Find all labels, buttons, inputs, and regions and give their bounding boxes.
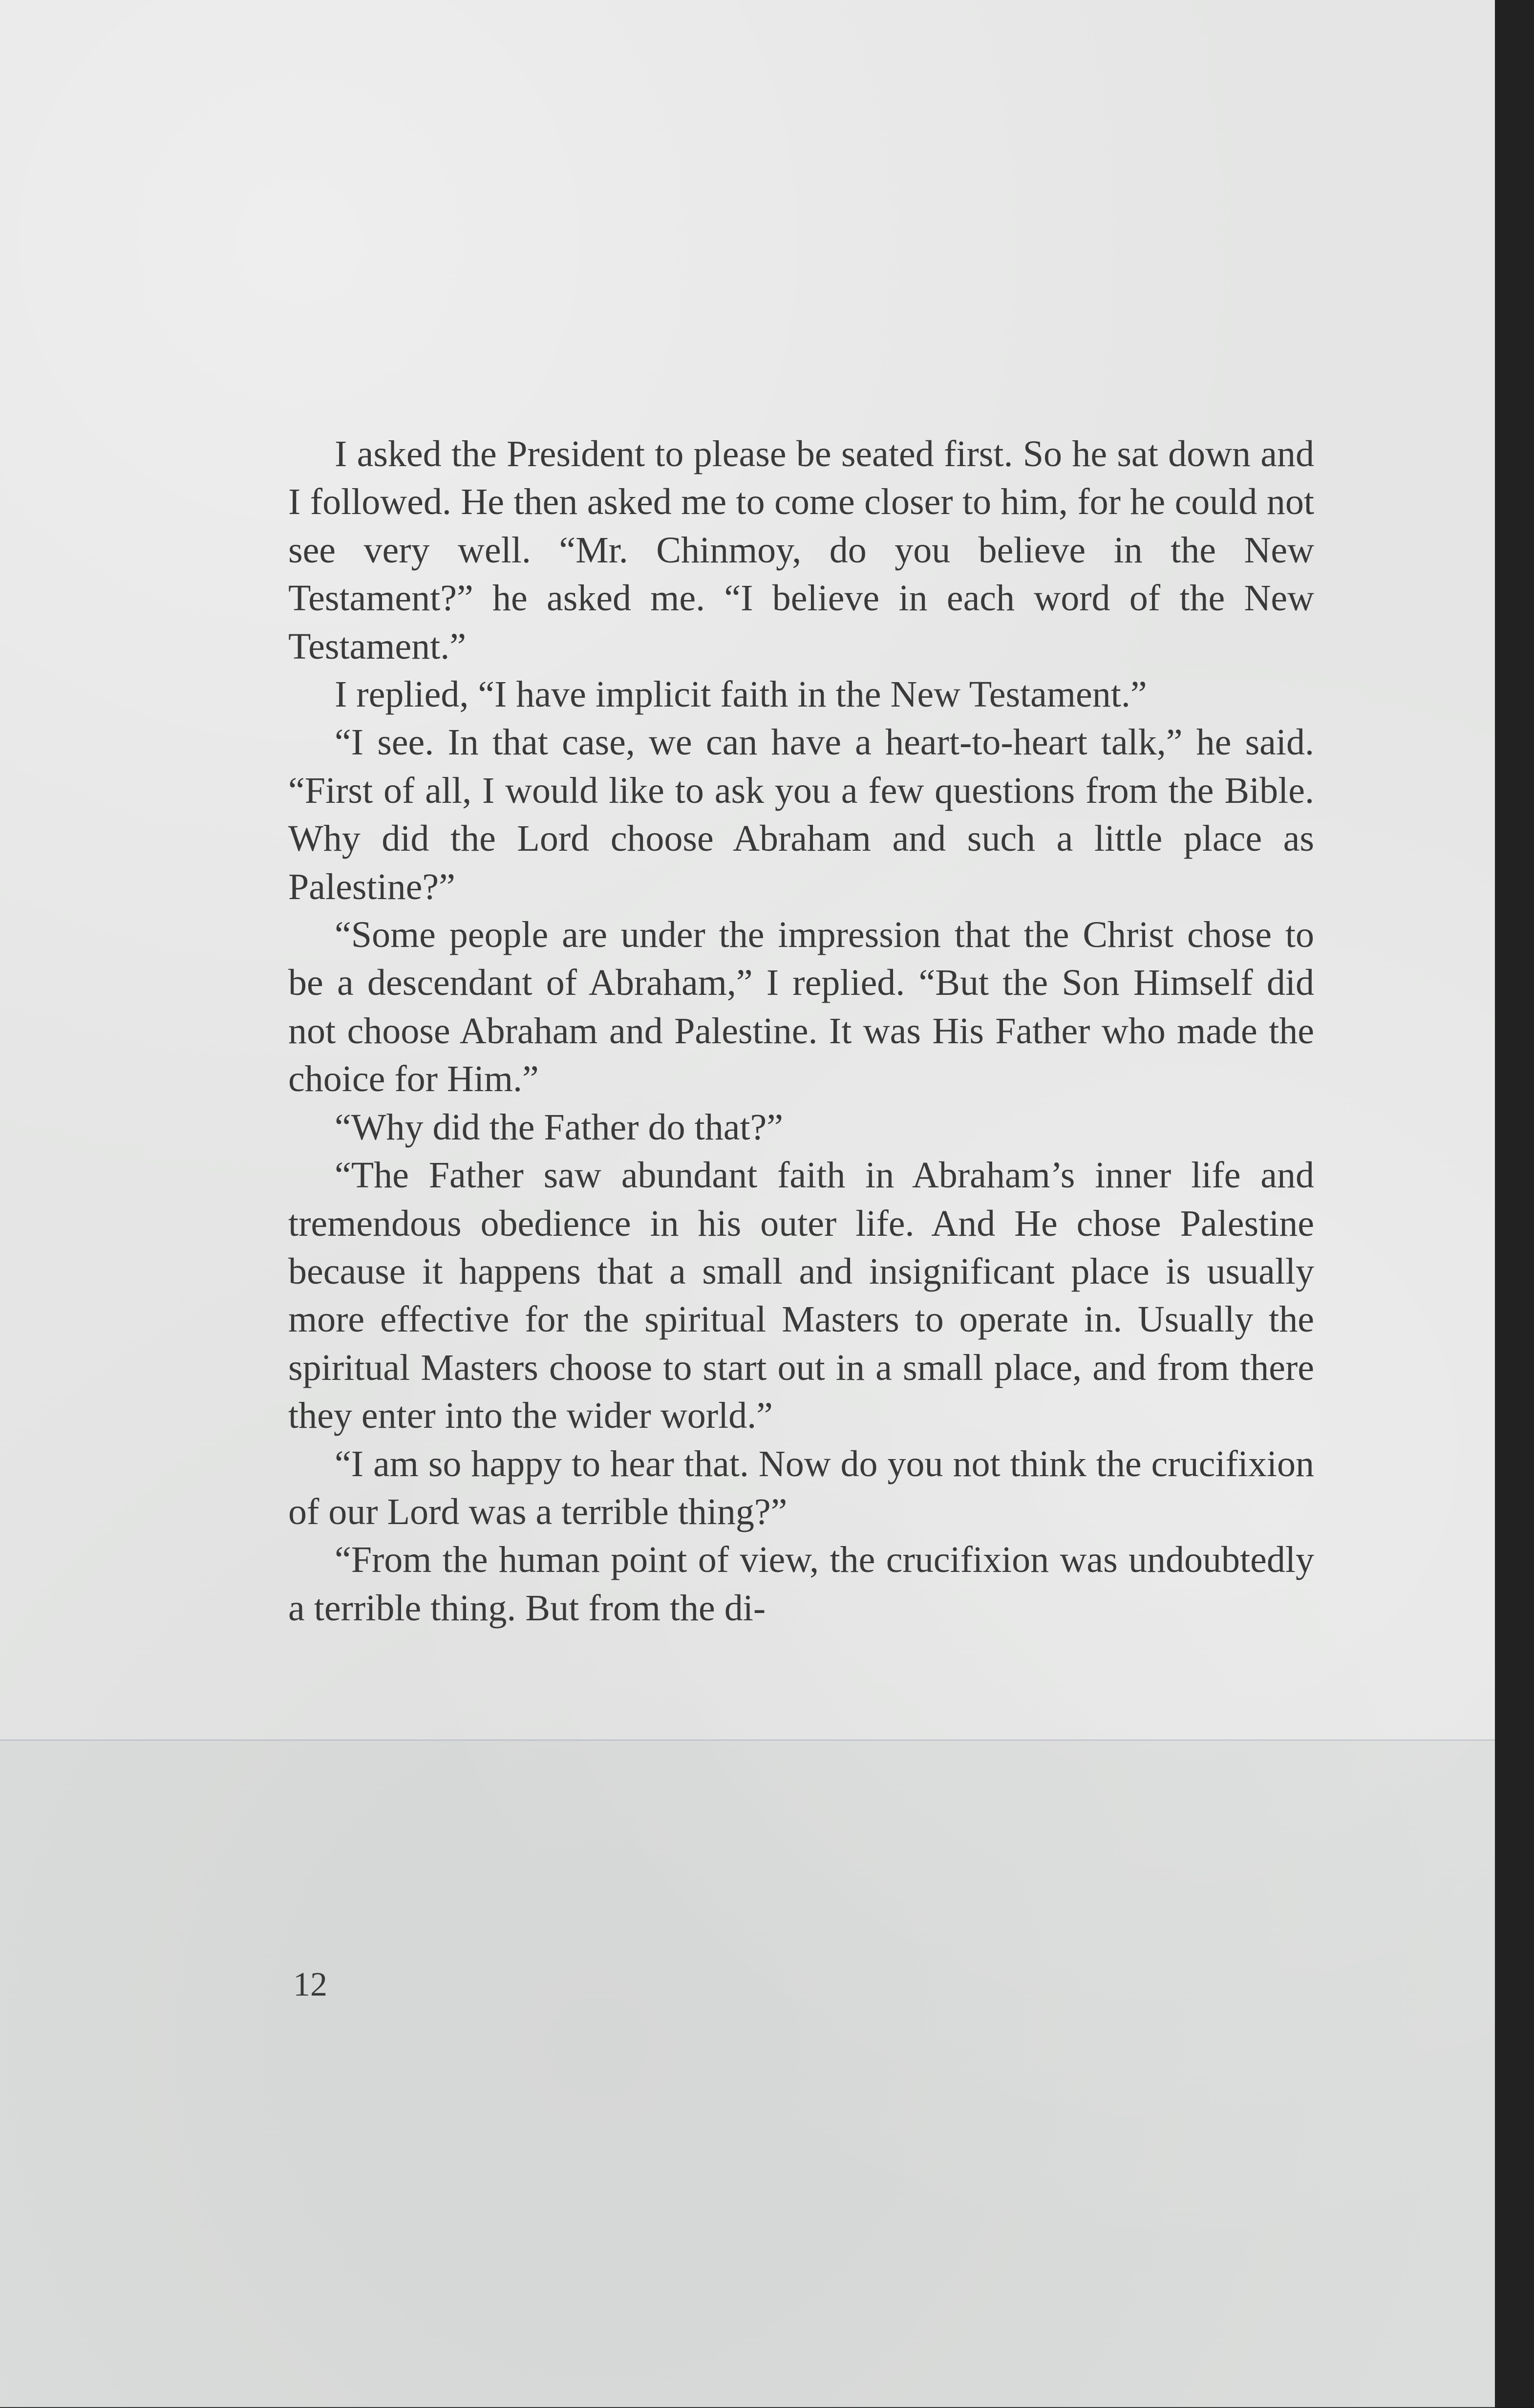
paragraph: I asked the President to please be seated first. So he sat down and I followed. He then asked me to come closer to him, for he could not see very well. “Mr. Chinmoy, do you believe in the New Testament?” he asked me. “I believe in each word of the New Testament.” — [288, 433, 1314, 667]
paragraph: “I am so happy to hear that. Now do you not think the crucifixion of our Lord was a terrible thing?” — [288, 1443, 1314, 1532]
paragraph: “The Father saw abundant faith in Abraham’s inner life and tremendous obedience in his outer life. And He chose Palestine because it happens that a small and insignificant place is usually more effective for the spiritual Masters to operate in. Usually the spiritual Masters choose to start out in a small place, and from there they enter into the wider world.” — [288, 1155, 1314, 1437]
paragraph: “Why did the Father do that?” — [335, 1106, 784, 1148]
page-number: 12 — [293, 1966, 327, 2003]
page-fold-shadow — [0, 1740, 1495, 2408]
paragraph: “Some people are under the impression that the Christ chose to be a descendant of Abraham,” I replied. “But the Son Himself did not choose Abraham and Palestine. It was His Father who made the choice for Him.” — [288, 914, 1314, 1100]
paragraph: “From the human point of view, the crucifixion was undoubtedly a terrible thing. But from the di- — [288, 1539, 1314, 1629]
scan-edge — [1495, 0, 1534, 2407]
paragraph: “I see. In that case, we can have a heart-to-heart talk,” he said. “First of all, I would like to ask you a few questions from the Bible. Why did the Lord choose Abraham and such a little place as Palestine?” — [288, 722, 1314, 907]
paragraph: I replied, “I have implicit faith in the New Testament.” — [335, 674, 1147, 715]
body-text — [288, 430, 1314, 1632]
